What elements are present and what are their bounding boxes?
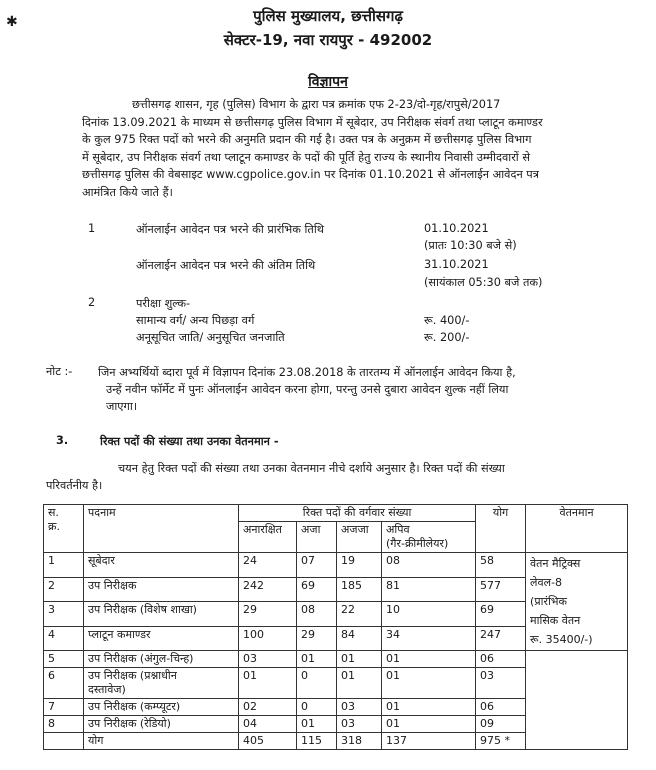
total-cell: 577 <box>476 577 526 602</box>
sc-cell: 0 <box>297 699 337 716</box>
sc-cell: 07 <box>297 553 337 578</box>
total-cell: 06 <box>476 699 526 716</box>
start-date-label: ऑनलाईन आवेदन पत्र भरने की प्रारंभिक तिथि <box>136 223 324 236</box>
general-fee-label: सामान्य वर्ग/ अन्य पिछड़ा वर्ग <box>136 314 255 327</box>
obc-cell: 81 <box>382 577 476 602</box>
post-cell: उप निरीक्षक (विशेष शाखा) <box>84 602 239 627</box>
end-date-label: ऑनलाईन आवेदन पत्र भरने की अंतिम तिथि <box>136 259 316 272</box>
post-cell: उप निरीक्षक (कम्प्यूटर) <box>84 699 239 716</box>
pay-line: लेवल-8 <box>530 576 563 589</box>
pay-line: वेतन मैट्रिक्स <box>530 557 581 570</box>
intro-line: के कुल 975 रिक्त पदों को भरने की अनुमति प्रदान की गई है। उक्त पत्र के अनुक्रम में छत्तीसगढ़ पुलिस विभाग <box>82 133 532 146</box>
end-time-value: (सायंकाल 05:30 बजे तक) <box>424 276 543 289</box>
ur-cell: 29 <box>239 602 297 627</box>
start-time-value: (प्रातः 10:30 बजे से) <box>424 239 517 252</box>
obc-cell: 01 <box>382 651 476 668</box>
post-cell: उप निरीक्षक (अंगुल-चिन्ह) <box>84 651 239 668</box>
ur-cell: 02 <box>239 699 297 716</box>
obc-cell: 10 <box>382 602 476 627</box>
st-header: अजजा <box>337 522 382 553</box>
advertisement-title: विज्ञापन <box>308 74 348 90</box>
total-cell: 06 <box>476 651 526 668</box>
total-cell: 247 <box>476 626 526 651</box>
section3-line: चयन हेतु रिक्त पदों की संख्या तथा उनका वेतनमान नीचे दर्शाये अनुसार है। रिक्त पदों की संख्या <box>118 462 505 475</box>
ur-cell: 100 <box>239 626 297 651</box>
intro-line: दिनांक 13.09.2021 के माध्यम से छत्तीसगढ़ पुलिस विभाग में सूबेदार, उप निरीक्षक संवर्ग तथा प्लाटून कमाण्डर <box>82 115 543 129</box>
pay-line: (प्रारंभिक <box>530 595 567 608</box>
st-cell: 185 <box>337 577 382 602</box>
pay-line: रू. 35400/-) <box>530 633 593 646</box>
obc-cell: 01 <box>382 668 476 699</box>
sc-cell: 08 <box>297 602 337 627</box>
sno-header-line: क्र. <box>48 520 60 533</box>
obc-header-line: अपिव <box>386 523 410 536</box>
sc-header: अजा <box>297 522 337 553</box>
intro-paragraph <box>82 96 610 201</box>
sc-cell: 29 <box>297 626 337 651</box>
note-line: जाएगा। <box>106 400 138 413</box>
st-cell: 01 <box>337 651 382 668</box>
section3-line: परिवर्तनीय है। <box>46 479 103 492</box>
sc-total-cell: 115 <box>297 733 337 750</box>
ur-total-cell: 405 <box>239 733 297 750</box>
sno-header <box>44 505 84 553</box>
total-cell: 69 <box>476 602 526 627</box>
sno-cell <box>44 733 84 750</box>
pay-line: मासिक वेतन <box>530 614 581 627</box>
post-header: पदनाम <box>84 505 239 553</box>
total-label-cell: योग <box>84 733 239 750</box>
dates-number: 1 <box>88 222 96 235</box>
ur-cell: 01 <box>239 668 297 699</box>
sc-st-fee-value: रू. 200/- <box>424 331 470 344</box>
st-cell: 01 <box>337 668 382 699</box>
sc-st-fee-label: अनूसूचित जाति/ अनुसूचित जनजाति <box>136 331 285 344</box>
st-cell: 84 <box>337 626 382 651</box>
sc-cell: 69 <box>297 577 337 602</box>
sc-cell: 01 <box>297 716 337 733</box>
obc-cell: 01 <box>382 716 476 733</box>
sno-cell: 3 <box>44 602 84 627</box>
obc-header-line: (गैर-क्रीमीलेयर) <box>386 537 449 550</box>
st-cell: 19 <box>337 553 382 578</box>
total-cell: 09 <box>476 716 526 733</box>
table-header-row <box>44 505 628 522</box>
ur-header: अनारक्षित <box>239 522 297 553</box>
total-cell: 03 <box>476 668 526 699</box>
ur-cell: 04 <box>239 716 297 733</box>
grand-total-cell: 975 * <box>476 733 526 750</box>
total-cell: 58 <box>476 553 526 578</box>
table-row <box>44 553 628 578</box>
fees-label: परीक्षा शुल्क- <box>136 297 191 310</box>
fees-number: 2 <box>88 296 96 309</box>
obc-total-cell: 137 <box>382 733 476 750</box>
sno-header-line: स. <box>48 506 59 519</box>
post-cell: सूबेदार <box>84 553 239 578</box>
pay-scale-cell <box>526 553 628 651</box>
office-address: सेक्टर-19, नवा रायपुर - 492002 <box>223 31 433 49</box>
section3-number: 3. <box>56 434 69 447</box>
note-line: जिन अभ्यर्थियों ब्दारा पूर्व में विज्ञापन दिनांक 23.08.2018 के तारतम्य में ऑनलाईन आवेदन किया है, <box>98 366 516 379</box>
ur-cell: 242 <box>239 577 297 602</box>
note-text <box>98 364 618 415</box>
post-cell <box>84 668 239 699</box>
obc-header <box>382 522 476 553</box>
section3-heading: रिक्त पदों की संख्या तथा उनका वेतनमान - <box>100 435 279 448</box>
intro-line: में सूबेदार, उप निरीक्षक संवर्ग तथा प्लाटून कमाण्डर के पदों की पूर्ति हेतु राज्य के स्थानीय निवासी उम्मीदवारों से <box>82 150 530 164</box>
note-prefix: नोट :- <box>46 365 73 378</box>
obc-cell: 34 <box>382 626 476 651</box>
post-line: दस्तावेज) <box>88 683 126 696</box>
end-date-value: 31.10.2021 <box>424 258 489 271</box>
ur-cell: 03 <box>239 651 297 668</box>
intro-line: छत्तीसगढ़ पुलिस की वेबसाइट www.cgpolice.gov.in पर दिनांक 01.10.2021 से ऑनलाईन आवेदन पत्र <box>82 168 539 181</box>
note-line: उन्हें नवीन फॉर्मेट में पुनः ऑनलाईन आवेदन करना होगा, परन्तु उनसे दुबारा आवेदन शुल्क नहीं लिया <box>106 383 509 396</box>
obc-cell: 08 <box>382 553 476 578</box>
st-cell: 03 <box>337 716 382 733</box>
intro-line: छत्तीसगढ़ शासन, गृह (पुलिस) विभाग के द्वारा पत्र क्रमांक एफ 2-23/दो-गृह/रापुसे/2017 <box>132 98 501 111</box>
post-cell: उप निरीक्षक (रेडियो) <box>84 716 239 733</box>
post-cell: उप निरीक्षक <box>84 577 239 602</box>
sno-cell: 4 <box>44 626 84 651</box>
sc-cell: 0 <box>297 668 337 699</box>
document-mark: ✱ <box>6 14 18 30</box>
start-date-value: 01.10.2021 <box>424 222 489 235</box>
vacancy-table <box>43 504 628 750</box>
sno-cell: 2 <box>44 577 84 602</box>
sno-cell: 7 <box>44 699 84 716</box>
sno-cell: 8 <box>44 716 84 733</box>
category-group-header: रिक्त पदों की वर्गवार संख्या <box>239 505 476 522</box>
st-total-cell: 318 <box>337 733 382 750</box>
table-row <box>44 651 628 668</box>
ur-cell: 24 <box>239 553 297 578</box>
pay-header: वेतनमान <box>526 505 628 553</box>
pay-scale-empty-cell <box>526 651 628 750</box>
sno-cell: 6 <box>44 668 84 699</box>
sno-cell: 1 <box>44 553 84 578</box>
sno-cell: 5 <box>44 651 84 668</box>
post-line: उप निरीक्षक (प्रश्नाधीन <box>88 669 177 682</box>
intro-line: आमंत्रित किये जाते हैं। <box>82 185 173 199</box>
total-header: योग <box>476 505 526 553</box>
sc-cell: 01 <box>297 651 337 668</box>
post-cell: प्लाटून कमाण्डर <box>84 626 239 651</box>
general-fee-value: रू. 400/- <box>424 314 470 327</box>
obc-cell: 01 <box>382 699 476 716</box>
st-cell: 22 <box>337 602 382 627</box>
st-cell: 03 <box>337 699 382 716</box>
office-name: पुलिस मुख्यालय, छत्तीसगढ़ <box>253 7 403 25</box>
